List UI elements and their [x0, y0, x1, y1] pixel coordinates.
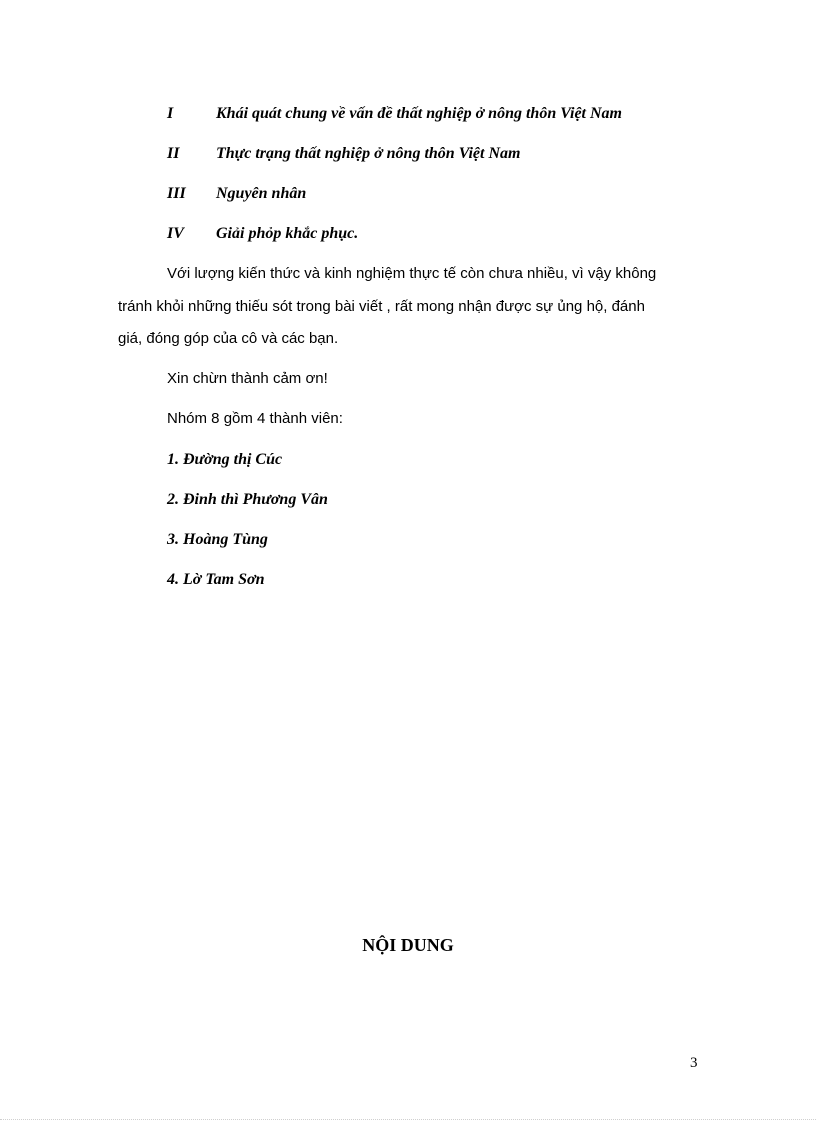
outline-number: III: [167, 185, 186, 202]
thanks-text: Xin chừn thành cảm ơn!: [167, 370, 328, 387]
group-intro: Nhóm 8 gồm 4 thành viên:: [167, 410, 343, 427]
paragraph-line-3: giá, đóng góp của cô và các bạn.: [118, 330, 339, 347]
outline-text: Giải phỏp khắc phục.: [216, 225, 359, 242]
outline-number: I: [167, 105, 174, 122]
outline-number: II: [167, 145, 180, 162]
outline-number: IV: [167, 225, 184, 242]
outline-text: Thực trạng thất nghiệp ở nông thôn Việt Nam: [216, 145, 521, 162]
outline-item-2: [167, 144, 520, 164]
outline-item-3: [167, 184, 306, 204]
paragraph-line-1: Với lượng kiến thức và kinh nghiệm thực tế còn chưa nhiều, vì vậy không: [167, 265, 657, 282]
member-4: 4. Lờ Tam Sơn: [167, 571, 265, 588]
member-2: 2. Đinh thì Phương Vân: [167, 491, 328, 508]
page-bottom-divider: [0, 1119, 816, 1120]
outline-text: Khái quát chung về vấn đề thất nghiệp ở nông thôn Việt Nam: [216, 105, 622, 122]
member-1: 1. Đường thị Cúc: [167, 451, 283, 468]
member-3: 3. Hoàng Tùng: [167, 531, 268, 548]
paragraph-line-2: tránh khỏi những thiếu sót trong bài viết , rất mong nhận được sự ủng hộ, đánh: [118, 298, 645, 315]
page-number: 3: [690, 1055, 698, 1071]
outline-item-1: [167, 104, 622, 124]
outline-item-4: [167, 224, 358, 244]
outline-text: Nguyên nhân: [216, 185, 307, 202]
section-title: NỘI DUNG: [362, 935, 454, 955]
